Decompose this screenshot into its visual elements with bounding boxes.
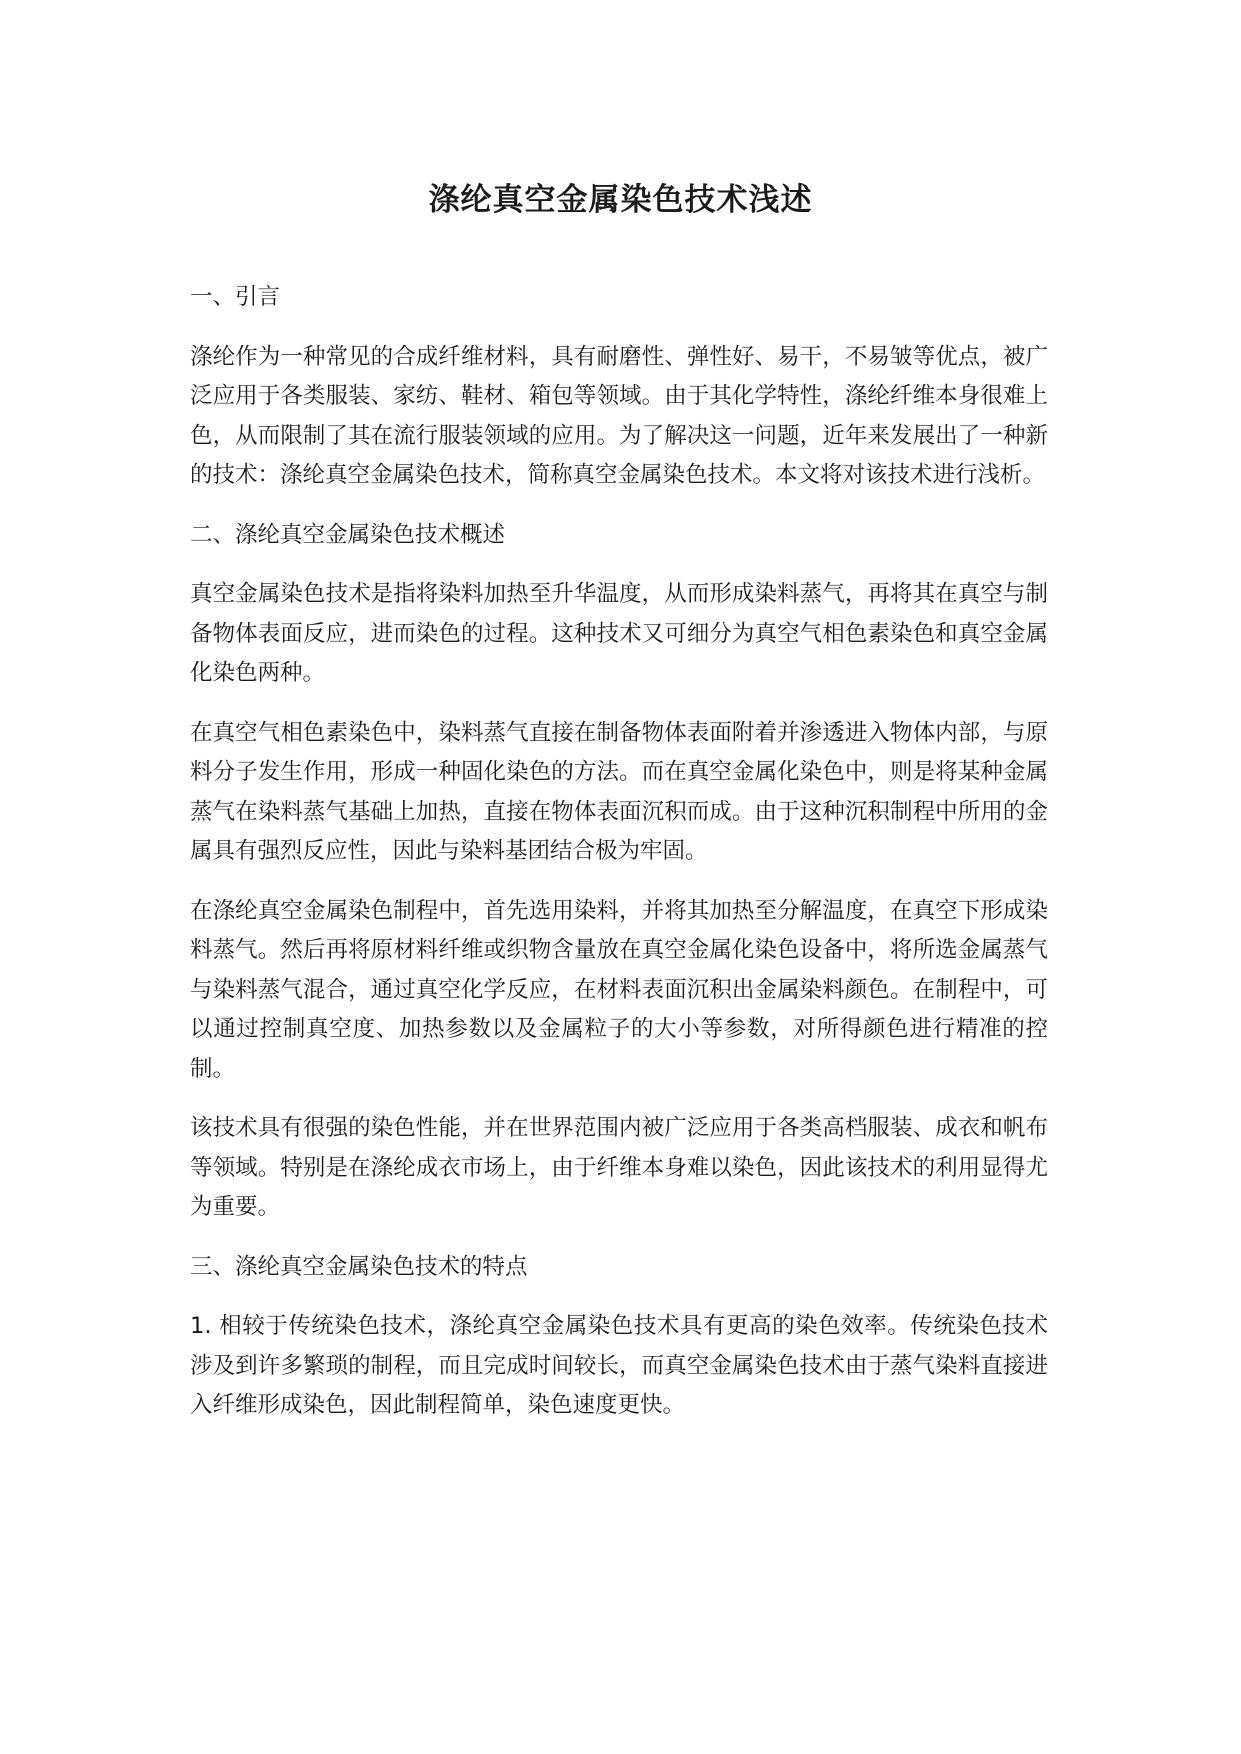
section-heading: 二、涤纶真空金属染色技术概述 [190, 521, 506, 548]
paragraph: 真空金属染色技术是指将染料加热至升华温度，从而形成染料蒸气，再将其在真空与制备物体表面反应，进而染色的过程。这种技术又可细分为真空气相色素染色和真空金属化染色两种。 [190, 581, 1048, 686]
section-heading: 一、引言 [190, 284, 281, 310]
document-body [190, 278, 1048, 1426]
paragraph: 在涤纶真空金属染色制程中，首先选用染料，并将其加热至分解温度，在真空下形成染料蒸气。然后再将原材料纤维或织物含量放在真空金属化染色设备中，将所选金属蒸气与染料蒸气混合，通过真空化学反应，在材料表面沉积出金属染料颜色。在制程中，可以通过控制真空度、加热参数以及金属粒子的大小等参数，对所得颜色进行精准的控制。 [190, 897, 1048, 1082]
paragraph: 在真空气相色素染色中，染料蒸气直接在制备物体表面附着并渗透进入物体内部，与原料分子发生作用，形成一种固化染色的方法。而在真空金属化染色中，则是将某种金属蒸气在染料蒸气基础上加热，直接在物体表面沉积而成。由于这种沉积制程中所用的金属具有强烈反应性，因此与染料基团结合极为牢固。 [190, 719, 1048, 864]
paragraph: 涤纶作为一种常见的合成纤维材料，具有耐磨性、弹性好、易干，不易皱等优点，被广泛应用于各类服装、家纺、鞋材、箱包等领域。由于其化学特性，涤纶纤维本身很难上色，从而限制了其在流行服装领域的应用。为了解决这一问题，近年来发展出了一种新的技术：涤纶真空金属染色技术，简称真空金属染色技术。本文将对该技术进行浅析。 [190, 343, 1048, 488]
document-title: 涤纶真空金属染色技术浅述 [428, 182, 813, 218]
paragraph: 该技术具有很强的染色性能，并在世界范围内被广泛应用于各类高档服装、成衣和帆布等领域。特别是在涤纶成衣市场上，由于纤维本身难以染色，因此该技术的利用显得尤为重要。 [190, 1115, 1048, 1220]
section-heading: 三、涤纶真空金属染色技术的特点 [190, 1253, 528, 1280]
paragraph: 1. 相较于传统染色技术，涤纶真空金属染色技术具有更高的染色效率。传统染色技术涉及到许多繁琐的制程，而且完成时间较长，而真空金属染色技术由于蒸气染料直接进入纤维形成染色，因此制程简单，染色速度更快。 [190, 1313, 1048, 1418]
